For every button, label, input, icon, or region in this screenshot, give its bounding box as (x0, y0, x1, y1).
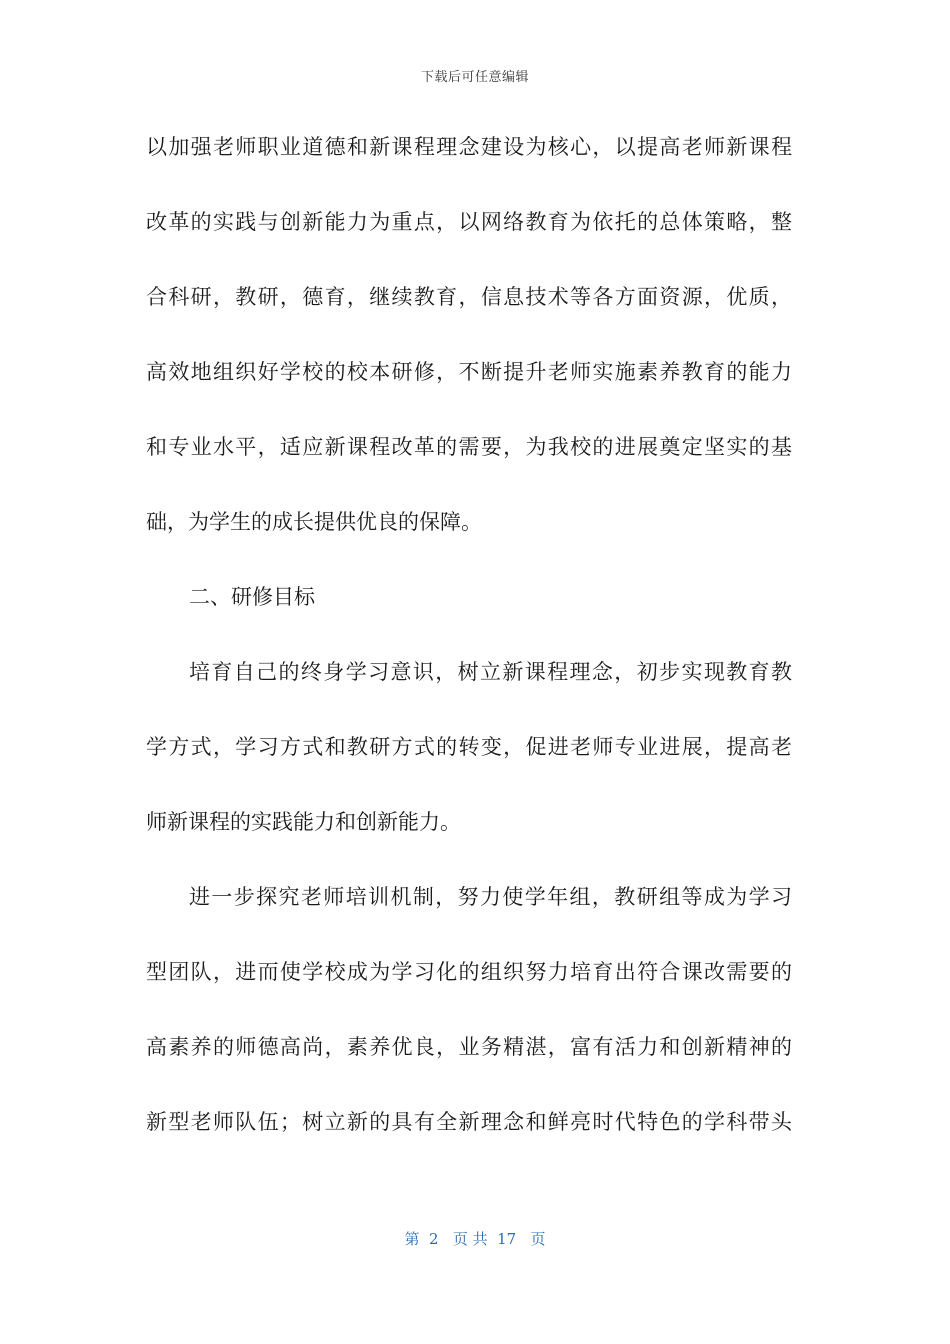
document-body (146, 128, 792, 1178)
text-line-13: 高素养的师德高尚，素养优良，业务精湛，富有活力和创新精神的 (146, 1035, 792, 1059)
text-line-6: 础，为学生的成长提供优良的保障。 (146, 510, 482, 534)
text-line-1: 以加强老师职业道德和新课程理念建设为核心，以提高老师新课程 (146, 135, 792, 159)
text-line-12: 型团队，进而使学校成为学习化的组织努力培育出符合课改需要的 (146, 960, 792, 984)
text-line-11: 进一步探究老师培训机制，努力使学年组，教研组等成为学习 (189, 885, 792, 909)
header-note: 下载后可任意编辑 (420, 70, 529, 85)
text-line-4: 高效地组织好学校的校本研修，不断提升老师实施素养教育的能力 (146, 360, 792, 384)
text-line-2: 改革的实践与创新能力为重点，以网络教育为依托的总体策略，整 (146, 210, 792, 234)
text-line-5: 和专业水平，适应新课程改革的需要，为我校的进展奠定坚实的基 (146, 435, 792, 459)
text-line-8: 培育自己的终身学习意识，树立新课程理念，初步实现教育教 (189, 660, 792, 684)
text-line-9: 学方式，学习方式和教研方式的转变，促进老师专业进展，提高老 (146, 735, 792, 759)
text-line-10: 师新课程的实践能力和创新能力。 (146, 810, 461, 834)
text-line-3: 合科研，教研，德育，继续教育，信息技术等各方面资源，优质， (146, 285, 792, 309)
text-line-14: 新型老师队伍；树立新的具有全新理念和鲜亮时代特色的学科带头 (146, 1110, 792, 1134)
page-number-footer: 第 2 页 共 17 页 (404, 1230, 546, 1248)
section-heading: 二、研修目标 (189, 585, 315, 609)
